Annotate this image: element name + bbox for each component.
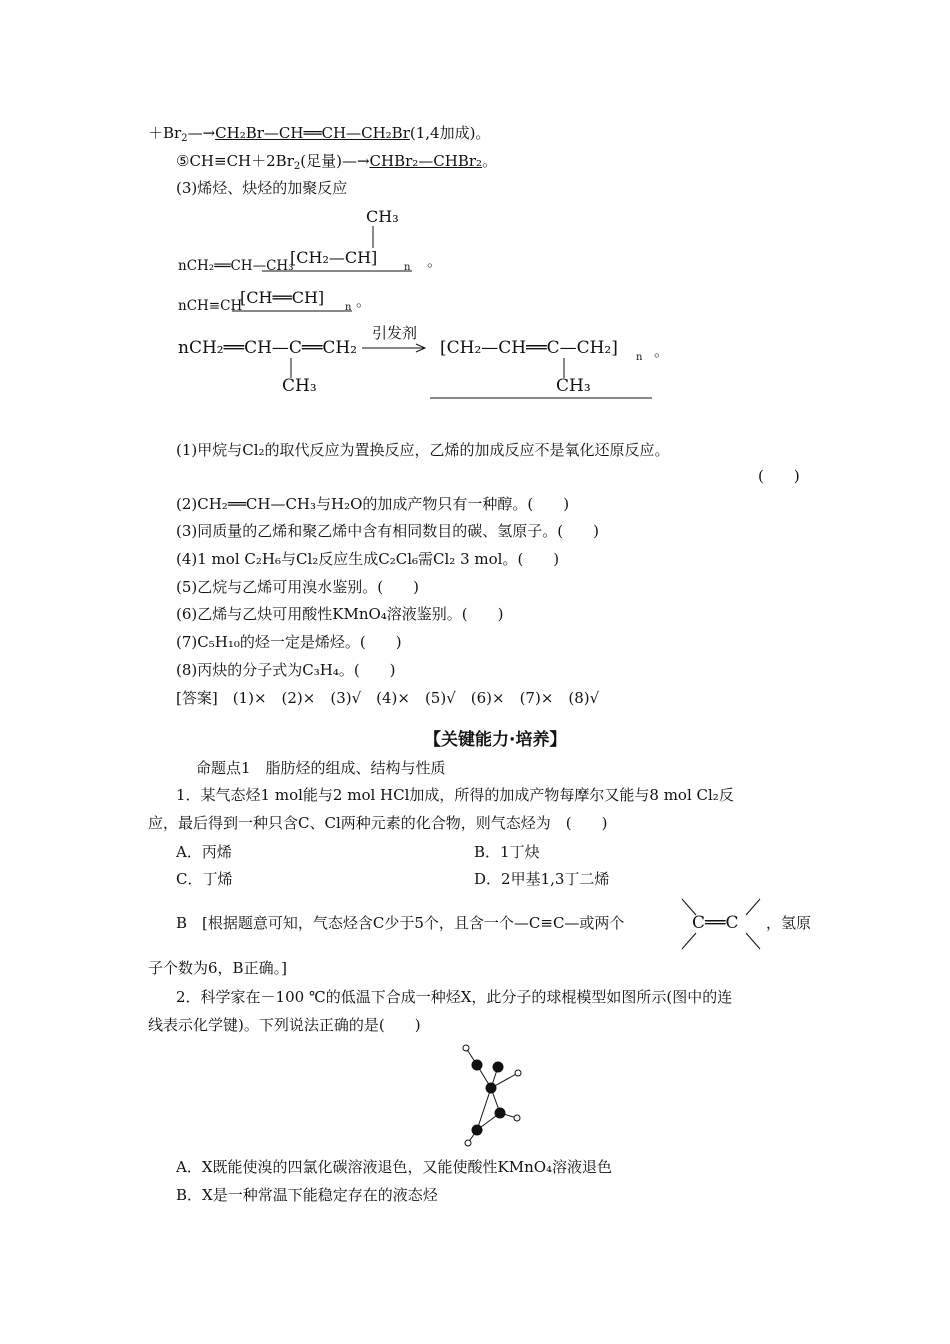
- propene-n: n: [404, 262, 411, 273]
- carbon-atom: [486, 1083, 497, 1094]
- hydrogen-atom: [465, 1140, 471, 1146]
- carbon-atom: [495, 1108, 506, 1119]
- propene-methyl: CH₃: [366, 207, 399, 226]
- propene-monomer: nCH₂══CH—CH₃: [178, 258, 294, 274]
- isoprene-underline: [430, 397, 660, 401]
- judge-q7: (7)C₅H₁₀的烃一定是烯烃。( ): [176, 633, 402, 651]
- q1-option-d: D．2甲基1,3丁二烯: [474, 870, 610, 888]
- acetylene-monomer: nCH≡CH: [178, 298, 243, 314]
- judge-q1: (1)甲烷与Cl₂的取代反应为置换反应，乙烯的加成反应不是氧化还原反应。: [176, 441, 670, 459]
- acetylene-polymer-unit: [CH══CH]: [240, 288, 325, 307]
- isoprene-methyl: CH₃: [282, 376, 317, 396]
- judge-q4: (4)1 mol C₂H₆与Cl₂反应生成C₂Cl₆需Cl₂ 3 mol。( ): [176, 550, 560, 568]
- topic-title: 命题点1 脂肪烃的组成、结构与性质: [196, 759, 446, 777]
- reaction-5: [176, 151, 497, 171]
- arrow: —→: [187, 124, 216, 142]
- carbon-atom: [472, 1060, 483, 1071]
- carbon-atom: [472, 1125, 483, 1136]
- catalyst-label: 引发剂: [372, 324, 418, 342]
- acetylene-n: n: [345, 302, 352, 313]
- ball-stick-model: [456, 1044, 546, 1154]
- judge-q6: (6)乙烯与乙炔可用酸性KMnO₄溶液鉴别。( ): [176, 605, 504, 623]
- q1-solution-2: ，氢原: [766, 914, 812, 932]
- text: 。: [482, 152, 498, 170]
- q1-option-a: A．丙烯: [176, 843, 232, 861]
- isoprene-n: n: [636, 352, 643, 363]
- judge-q3: (3)同质量的乙烯和聚乙烯中含有相同数目的碳、氢原子。( ): [176, 522, 599, 540]
- text: (足量)—→: [300, 152, 370, 170]
- reaction-14-addition: [148, 123, 490, 143]
- note: (1,4加成)。: [409, 124, 491, 142]
- q1-line2: 应，最后得到一种只含C、Cl两种元素的化合物，则气态烃为 ( ): [148, 814, 608, 832]
- judge-q8: (8)丙炔的分子式为C₃H₄。( ): [176, 661, 396, 679]
- isoprene-monomer: nCH₂══CH—C══CH₂: [178, 338, 358, 358]
- isoprene-product-methyl: CH₃: [556, 376, 591, 396]
- acetylene-underline: [232, 310, 362, 314]
- judge-q2: (2)CH₂══CH—CH₃与H₂O的加成产物只有一种醇。( ): [176, 495, 570, 513]
- q1-solution-1: B [根据题意可知，气态烃含C少于5个，且含一个—C≡C—或两个: [176, 914, 625, 932]
- propene-underline: [262, 270, 422, 274]
- q2-line1: 2．科学家在－100 ℃的低温下合成一种烃X，此分子的球棍模型如图所示(图中的连: [176, 988, 733, 1006]
- q1-option-b: B．1丁炔: [474, 843, 540, 861]
- product: CHBr₂—CHBr₂: [369, 152, 483, 170]
- acetylene-end: 。: [356, 292, 372, 310]
- propene-polymer-unit: [CH₂—CH]: [290, 248, 378, 267]
- cc-label: C══C: [692, 913, 739, 933]
- q1-option-c: C．丁烯: [176, 870, 233, 888]
- q2-line2: 线表示化学键)。下列说法正确的是( ): [148, 1016, 421, 1034]
- q2-option-a: A．X既能使溴的四氯化碳溶液退色，又能使酸性KMnO₄溶液退色: [176, 1158, 613, 1176]
- bond-vertical: [372, 226, 376, 250]
- q1-solution-3: 子个数为6，B正确。]: [148, 959, 287, 977]
- judge-answer: [答案] (1)× (2)× (3)√ (4)× (5)√ (6)× (7)× (8)√: [176, 689, 600, 707]
- isoprene-polymer-unit: [CH₂—CH══C—CH₂]: [440, 338, 618, 358]
- subscript: 2: [293, 161, 301, 172]
- hydrogen-atom: [515, 1070, 521, 1076]
- subscript: 2: [181, 133, 188, 144]
- q2-option-b: B．X是一种常温下能稳定存在的液态烃: [176, 1186, 438, 1204]
- hydrogen-atom: [463, 1045, 469, 1051]
- section-3-title: (3)烯烃、炔烃的加聚反应: [176, 179, 348, 197]
- q1-line1: 1．某气态烃1 mol能与2 mol HCl加成，所得的加成产物每摩尔又能与8 mol Cl₂反: [176, 786, 734, 804]
- text: ＋Br: [148, 124, 182, 142]
- propene-end: 。: [427, 252, 443, 270]
- hydrogen-atom: [514, 1115, 520, 1121]
- text: ⑤CH≡CH＋2Br: [176, 152, 294, 170]
- isoprene-end: 。: [654, 342, 670, 360]
- section-heading: 【关键能力·培养】: [424, 730, 567, 750]
- product: CH₂Br—CH══CH—CH₂Br: [215, 124, 410, 142]
- reaction-arrow: [362, 344, 432, 354]
- carbon-atom: [493, 1062, 504, 1073]
- judge-q5: (5)乙烷与乙烯可用溴水鉴别。( ): [176, 578, 419, 596]
- judge-q1-blank: ( ): [758, 467, 800, 485]
